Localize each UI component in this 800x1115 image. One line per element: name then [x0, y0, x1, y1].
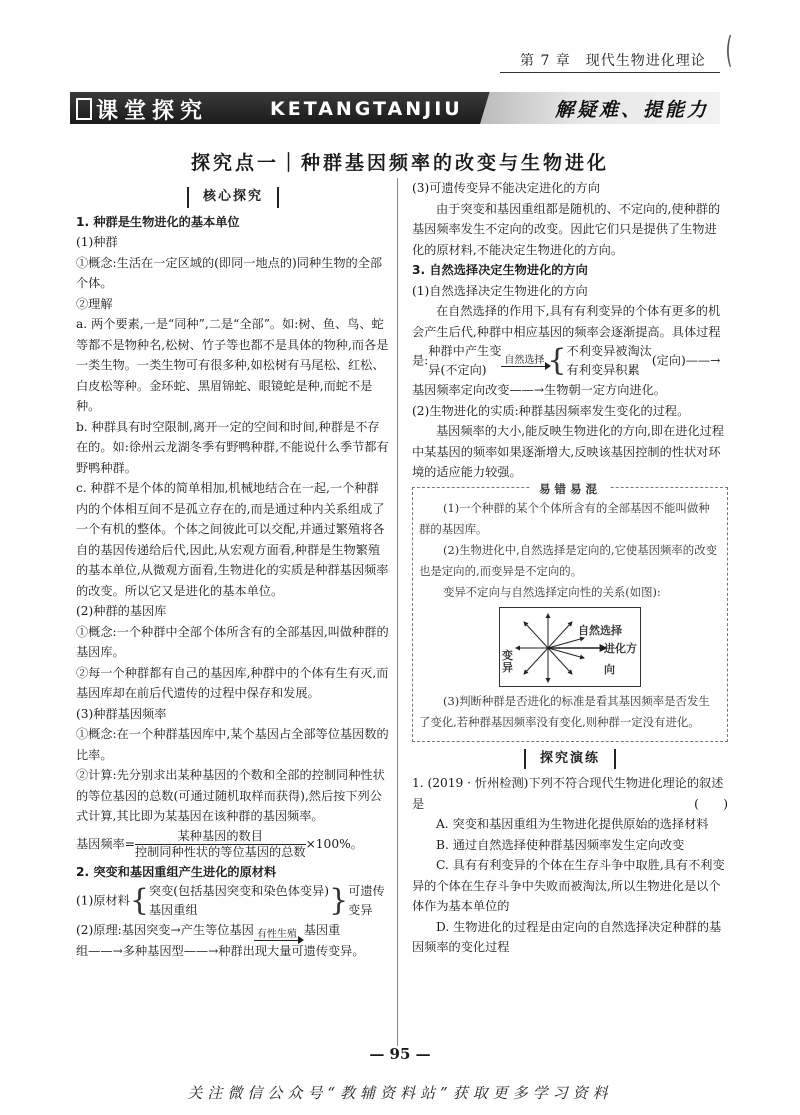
- paragraph: b. 种群具有时空限制,离开一定的空间和时间,种群是不存在的。如:徐州云龙湖冬季有野鸭种群,不能说什么季节都有野鸭种群。: [76, 419, 389, 475]
- option-d: D. 生物进化的过程是由定向的自然选择决定种群的基因频率的变化过程: [412, 919, 722, 954]
- tip-item: (3)判断种群是否进化的标准是看其基因频率是否发生了变化,若种群基因频率没有变化,则种群一定没有进化。: [419, 693, 710, 729]
- question-stem: [412, 773, 728, 814]
- formula-denominator: 控制同种性状的等位基因的总数: [134, 844, 306, 859]
- raw-item: 突变(包括基因突变和染色体变异): [148, 884, 330, 898]
- paragraph: 基因频率定向改变——→生物朝一定方向进化。: [412, 383, 666, 397]
- formula-numerator: 某种基因的数目: [135, 829, 306, 845]
- diagram-label-variation: 变异: [502, 648, 513, 674]
- left-column: [76, 186, 390, 961]
- paragraph: 基因频率的大小,能反映生物进化的方向,即在进化过程中某基因的频率如果逐渐增大,反映该基因控制的性状对环境的适应能力较强。: [412, 424, 725, 479]
- chapter-title: 第 7 章 现代生物进化理论: [520, 53, 706, 69]
- sub-heading: (1)自然选择决定生物进化的方向: [412, 283, 588, 298]
- core-box-heading: [76, 186, 390, 208]
- page-corner-mark: (: [725, 30, 733, 71]
- chapter-rule: [500, 72, 720, 73]
- formula-fraction: [135, 829, 306, 860]
- principle-line: [76, 920, 390, 941]
- left-brace-icon: {: [547, 343, 567, 378]
- left-brace-icon: {: [129, 883, 149, 918]
- process-text: 异(不定向): [428, 363, 487, 377]
- process-text: 是:: [412, 353, 429, 368]
- banner-pinyin: KETANGTANJIU: [270, 98, 463, 120]
- banner-box-icon: [76, 98, 92, 120]
- raw-stack: [149, 882, 329, 920]
- tip-item: (2)生物进化中,自然选择是定向的,它使基因频率的改变也是定向的,而变异是不定向的。: [419, 542, 717, 578]
- option-b: B. 通过自然选择使种群基因频率发生定向改变: [436, 837, 685, 852]
- process-text: 不利变异被淘汰: [566, 344, 652, 358]
- sub-heading: (1)种群: [76, 235, 118, 249]
- tip-item: (1)一个种群的某个个体所含有的全部基因不能叫做种群的基因库。: [419, 500, 710, 536]
- option-c: C. 具有有利变异的个体在生存斗争中取胜,具有不利变异的个体在生存斗争中失败而被淘汰,所以生物进化是以个体作为基本单位的: [412, 858, 725, 913]
- tip-box: [412, 481, 728, 742]
- sub-heading: (3)种群基因频率: [76, 706, 167, 721]
- paragraph: a. 两个要素,一是“同种”,二是“全部”。如:树、鱼、鸟、蛇等都不是物种名,松树、竹子等也都不是具体的物种,而各是一类生物。一类生物可有很多种,如松树有马尾松、红松、白皮松等种。金环蛇、黑眉锦蛇、眼镜蛇是种,而蛇不是种。: [76, 317, 389, 413]
- paragraph: c. 种群不是个体的简单相加,机械地结合在一起,一个种群内的个体相互间不是孤立存在的,而是通过种内关系组成了一个有机的整体。个体之间彼此可以交配,并通过繁殖将各自的基因传递给后代,因此,从宏观方面看,种群是生物繁殖的基本单位,从微观方面看,生物进化的实质是种群基因频率的改变。所以它又是进化的基本单位。: [76, 481, 389, 598]
- arrow-label-text: 自然选择: [501, 355, 547, 367]
- right-column: [412, 178, 728, 958]
- diagram-label-direction: 进化方向: [604, 641, 637, 676]
- practice-box-title: 探究演练: [524, 749, 616, 770]
- arrow-label: [501, 355, 547, 367]
- paragraph: 由于突变和基因重组都是随机的、不定向的,使种群的基因频率发生不定向的改变。因此它们只是提供了生物进化的原材料,不能决定生物进化的方向。: [412, 201, 721, 257]
- paragraph: ②每一个种群都有自己的基因库,种群中的个体有生有灭,而基因库却在前后代遗传的过程中保存和发展。: [76, 665, 389, 700]
- right-brace-icon: }: [329, 883, 349, 918]
- heading-1: 1. 种群是生物进化的基本单位: [76, 214, 240, 229]
- formula-lhs: 基因频率=: [76, 836, 135, 851]
- heading-2: 2. 突变和基因重组产生进化的原材料: [76, 864, 277, 879]
- paragraph: 在自然选择的作用下,具有有利变异的个体有更多的机会产生后代,种群中相应基因的频率会逐渐提高。具体过程: [412, 304, 721, 339]
- diagram-label-selection: 自然选择: [578, 623, 622, 637]
- raw-prefix: (1)原材料: [76, 893, 130, 908]
- formula: [76, 829, 390, 860]
- arrow-label: [254, 929, 300, 941]
- sub-heading: (3)可遗传变异不能决定进化的方向: [412, 181, 600, 195]
- paragraph: ①概念:一个种群中全部个体所含有的全部基因,叫做种群的基因库。: [76, 624, 389, 659]
- process-stack: [428, 342, 501, 380]
- raw-result-line: 可遗传: [348, 884, 385, 898]
- core-box-title: 核心探究: [187, 187, 279, 208]
- raw-result: [348, 882, 385, 920]
- sub-heading: ②理解: [76, 296, 113, 311]
- tip-title: [413, 479, 727, 500]
- principle-text: 基因重: [303, 923, 341, 937]
- heading-3: 3. 自然选择决定生物进化的方向: [412, 263, 588, 277]
- section-title: 探究点一｜种群基因频率的改变与生物进化: [190, 152, 609, 174]
- page-number: — 95 —: [369, 1045, 431, 1063]
- process-text: 有利变异积累: [566, 363, 640, 377]
- arrow-label-text: 有性生殖: [254, 929, 300, 941]
- paragraph: (2)生物进化的实质:种群基因频率发生变化的过程。: [412, 403, 690, 418]
- process-line: [412, 342, 728, 380]
- paragraph: ①概念:生活在一定区域的(即同一地点的)同种生物的全部个体。: [76, 255, 383, 290]
- tip-title-text: 易错易混: [531, 482, 609, 496]
- banner-slogan: 解疑难、提能力: [555, 99, 710, 121]
- paragraph: ②计算:先分别求出某种基因的个数和全部的控制同种性状的等位基因的总数(可通过随机取样而获得),然后按下列公式计算,其比即为某基因在该种群的基因频率。: [76, 768, 385, 823]
- raw-item: 基因重组: [148, 903, 198, 917]
- footer-note: 关注微信公众号“教辅资料站”获取更多学习资料: [187, 1084, 613, 1102]
- process-stack: [567, 342, 652, 380]
- tip-item: 变异不定向与自然选择定向性的关系(如图):: [443, 584, 661, 599]
- question-text: 1. (2019 · 忻州检测)下列不符合现代生物进化理论的叙述是: [412, 776, 724, 811]
- paragraph: 组——→多种基因型——→种群出现大量可遗传变异。: [76, 943, 365, 958]
- process-text: (定向)——→: [651, 353, 721, 368]
- formula-rhs: ×100%。: [305, 836, 363, 851]
- sub-heading: (2)种群的基因库: [76, 604, 167, 618]
- banner-title: 课堂探究: [96, 99, 209, 124]
- answer-blank: ( ): [694, 796, 728, 811]
- principle-text: (2)原理:基因突变→产生等位基因: [76, 923, 254, 937]
- raw-material-line: [76, 882, 390, 920]
- process-text: 种群中产生变: [428, 344, 502, 358]
- paragraph: ①概念:在一个种群基因库中,某个基因占全部等位基因数的比率。: [76, 727, 389, 762]
- column-divider: [397, 178, 398, 1046]
- selection-diagram: [499, 607, 641, 687]
- option-a: A. 突变和基因重组为生物进化提供原始的选择材料: [436, 817, 709, 831]
- raw-result-line: 变异: [348, 903, 373, 917]
- practice-box-heading: [412, 748, 728, 770]
